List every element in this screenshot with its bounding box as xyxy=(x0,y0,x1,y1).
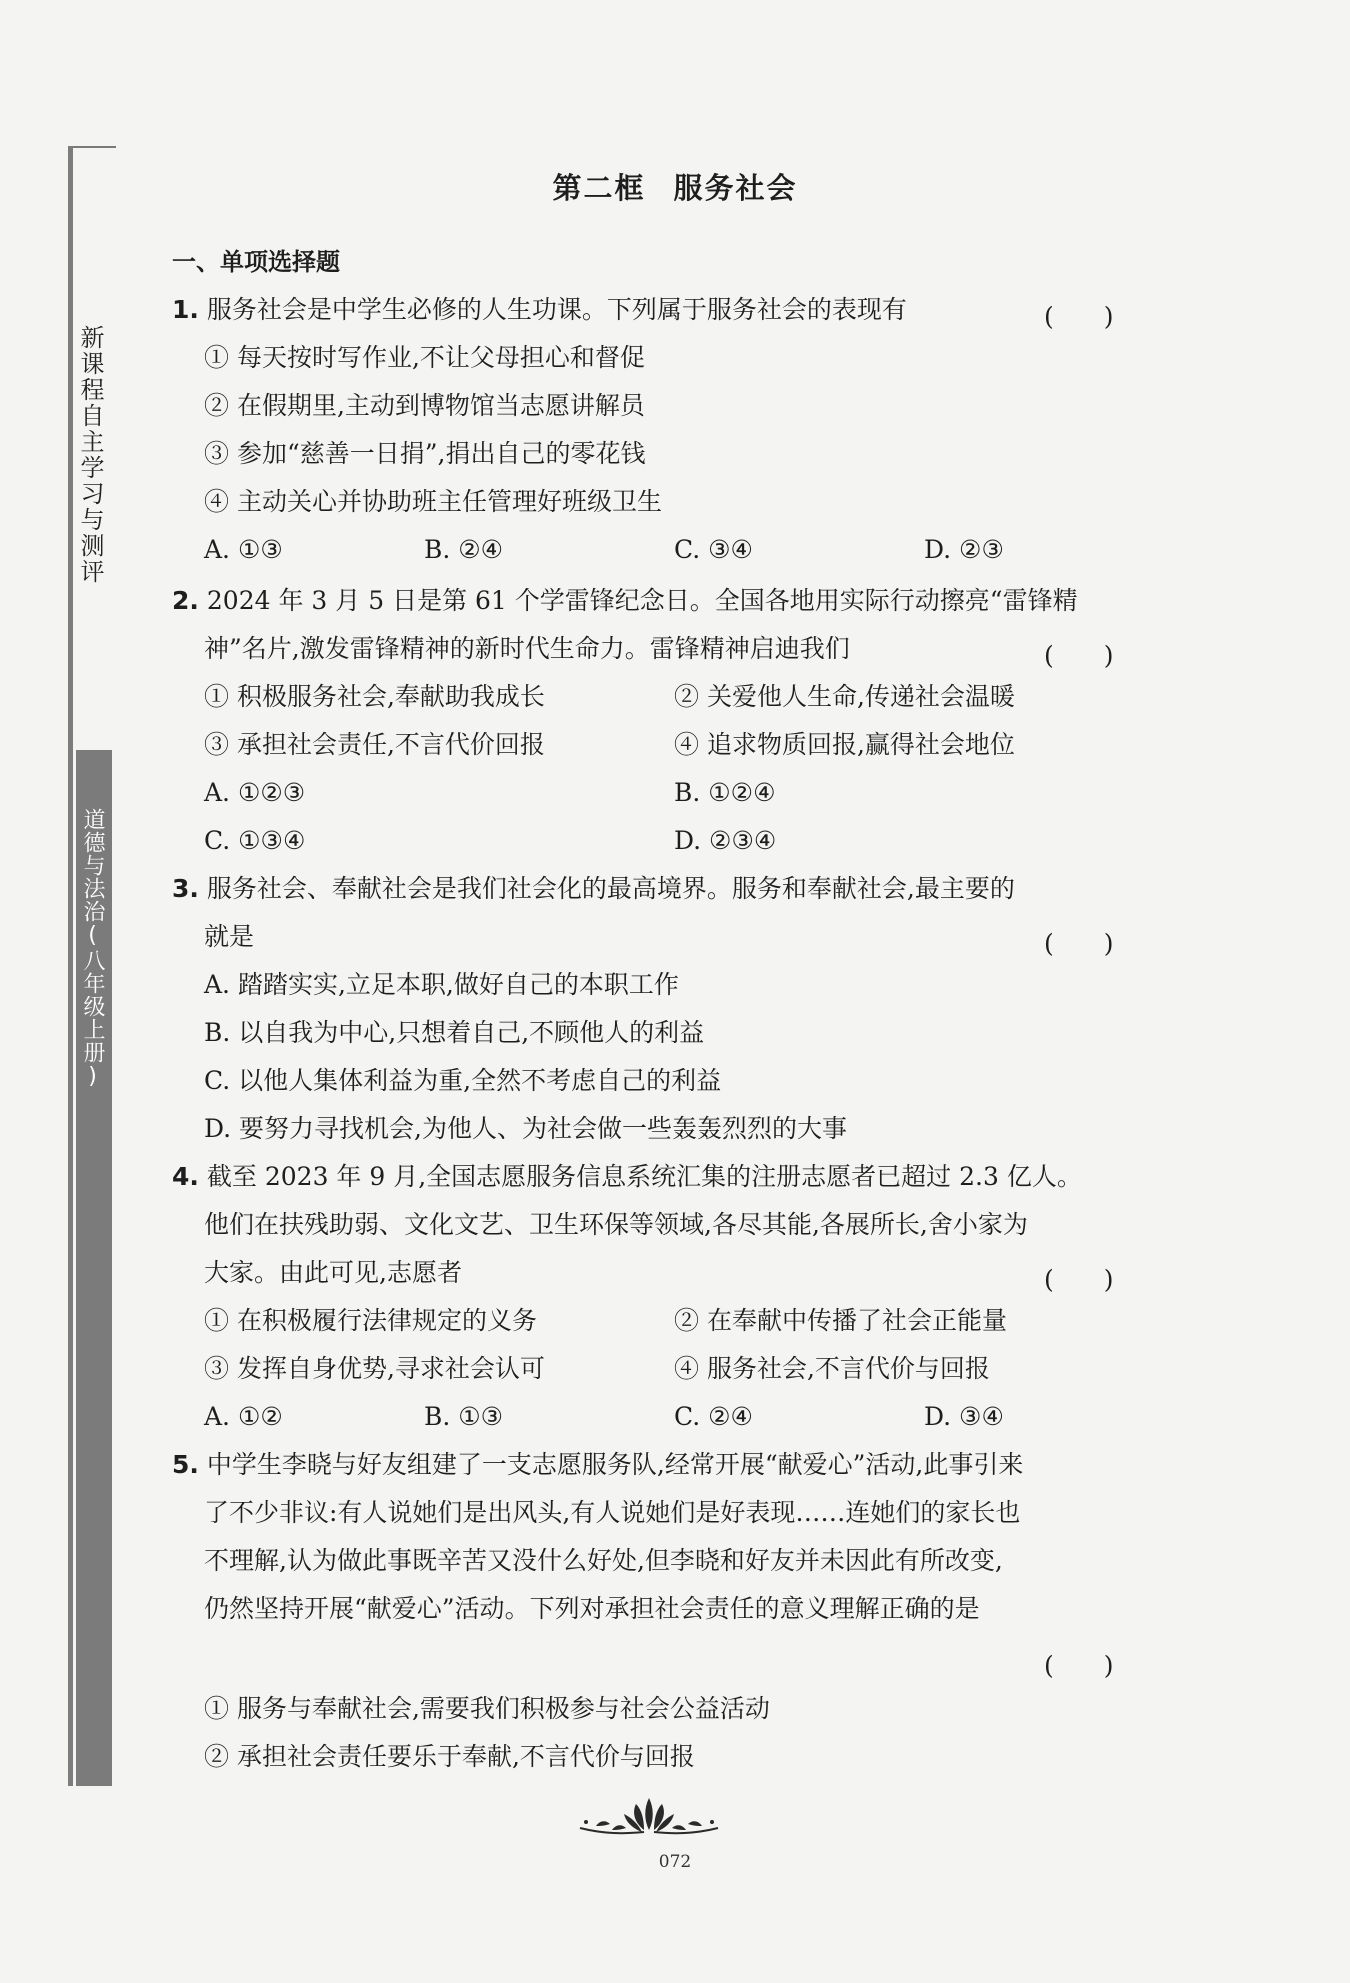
q2-item-4: ④ 追求物质回报,赢得社会地位 xyxy=(674,730,1015,759)
q5-answer-blank[interactable]: ( ) xyxy=(1044,1651,1114,1680)
q2-item-2: ② 关爱他人生命,传递社会温暖 xyxy=(674,682,1015,711)
q2-stem-line2: 神”名片,激发雷锋精神的新时代生命力。雷锋精神启迪我们 xyxy=(204,634,850,663)
q4-option-b: B. ①③ xyxy=(424,1402,504,1431)
q1-option-b: B. ②④ xyxy=(424,535,504,564)
q3-stem-line1 xyxy=(172,876,1015,901)
footer-ornament-icon xyxy=(574,1790,724,1840)
q4-option-a: A. ①② xyxy=(204,1402,283,1431)
q4-number: 4. xyxy=(172,1162,199,1191)
q2-option-b: B. ①②④ xyxy=(674,778,776,807)
q3-option-d: D. 要努力寻找机会,为他人、为社会做一些轰轰烈烈的大事 xyxy=(204,1114,847,1143)
q4-stem-line2: 他们在扶残助弱、文化文艺、卫生环保等领域,各尽其能,各展所长,舍小家为 xyxy=(204,1210,1028,1239)
q4-item-3: ③ 发挥自身优势,寻求社会认可 xyxy=(204,1354,545,1383)
q4-answer-blank[interactable]: ( ) xyxy=(1044,1265,1114,1294)
q4-item-2: ② 在奉献中传播了社会正能量 xyxy=(674,1306,1007,1335)
q3-number: 3. xyxy=(172,874,199,903)
q5-item-1: ① 服务与奉献社会,需要我们积极参与社会公益活动 xyxy=(204,1694,770,1723)
q1-option-c: C. ③④ xyxy=(674,535,753,564)
q2-option-d: D. ②③④ xyxy=(674,826,777,855)
q1-stem-text: 服务社会是中学生必修的人生功课。下列属于服务社会的表现有 xyxy=(206,295,907,324)
q3-stem-text: 服务社会、奉献社会是我们社会化的最高境界。服务和奉献社会,最主要的 xyxy=(206,874,1015,903)
q1-option-d: D. ②③ xyxy=(924,535,1004,564)
q4-item-4: ④ 服务社会,不言代价与回报 xyxy=(674,1354,990,1383)
q5-stem-line4: 仍然坚持开展“献爱心”活动。下列对承担社会责任的意义理解正确的是 xyxy=(204,1594,980,1623)
q3-stem-line2: 就是 xyxy=(204,922,255,951)
q1-stem xyxy=(172,297,907,322)
q5-stem-line2: 了不少非议:有人说她们是出风头,有人说她们是好表现……连她们的家长也 xyxy=(204,1498,1021,1527)
q2-answer-blank[interactable]: ( ) xyxy=(1044,641,1114,670)
q2-item-3: ③ 承担社会责任,不言代价回报 xyxy=(204,730,545,759)
q5-number: 5. xyxy=(172,1450,199,1479)
sidebar-book-series: 新课程自主学习与测评 xyxy=(76,325,104,585)
q3-option-a: A. 踏踏实实,立足本职,做好自己的本职工作 xyxy=(204,970,679,999)
q2-stem-line1 xyxy=(172,588,1078,613)
q1-item-3: ③ 参加“慈善一日捐”,捐出自己的零花钱 xyxy=(204,439,646,468)
q4-stem-line1 xyxy=(172,1164,1082,1189)
section-heading: 一、单项选择题 xyxy=(172,248,340,276)
q3-option-c: C. 以他人集体利益为重,全然不考虑自己的利益 xyxy=(204,1066,722,1095)
q4-option-d: D. ③④ xyxy=(924,1402,1004,1431)
title-topic: 服务社会 xyxy=(673,171,798,205)
q4-stem-text: 截至 2023 年 9 月,全国志愿服务信息系统汇集的注册志愿者已超过 2.3 亿人。 xyxy=(206,1162,1082,1191)
q5-stem-text: 中学生李晓与好友组建了一支志愿服务队,经常开展“献爱心”活动,此事引来 xyxy=(206,1450,1024,1479)
q1-item-1: ① 每天按时写作业,不让父母担心和督促 xyxy=(204,343,645,372)
q1-number: 1. xyxy=(172,295,199,324)
sidebar-subject: 道德与法治(八年级上册) xyxy=(80,808,105,1090)
q1-item-4: ④ 主动关心并协助班主任管理好班级卫生 xyxy=(204,487,662,516)
q2-item-1: ① 积极服务社会,奉献助我成长 xyxy=(204,682,545,711)
q3-answer-blank[interactable]: ( ) xyxy=(1044,929,1114,958)
page-title xyxy=(0,166,1350,207)
q4-item-1: ① 在积极履行法律规定的义务 xyxy=(204,1306,537,1335)
q4-option-c: C. ②④ xyxy=(674,1402,753,1431)
q3-option-b: B. 以自我为中心,只想着自己,不顾他人的利益 xyxy=(204,1018,705,1047)
q1-item-2: ② 在假期里,主动到博物馆当志愿讲解员 xyxy=(204,391,645,420)
q2-stem-text: 2024 年 3 月 5 日是第 61 个学雷锋纪念日。全国各地用实际行动擦亮“雷锋精 xyxy=(206,586,1078,615)
q2-option-a: A. ①②③ xyxy=(204,778,306,807)
q1-option-a: A. ①③ xyxy=(204,535,283,564)
q4-stem-line3: 大家。由此可见,志愿者 xyxy=(204,1258,462,1287)
title-lesson: 第二框 xyxy=(552,171,646,205)
q2-number: 2. xyxy=(172,586,199,615)
q5-stem-line3: 不理解,认为做此事既辛苦又没什么好处,但李晓和好友并未因此有所改变, xyxy=(204,1546,1003,1575)
q1-answer-blank[interactable]: ( ) xyxy=(1044,302,1114,331)
q5-stem-line1 xyxy=(172,1452,1023,1477)
q5-item-2: ② 承担社会责任要乐于奉献,不言代价与回报 xyxy=(204,1742,695,1771)
page-number: 072 xyxy=(658,1852,692,1872)
q2-option-c: C. ①③④ xyxy=(204,826,306,855)
